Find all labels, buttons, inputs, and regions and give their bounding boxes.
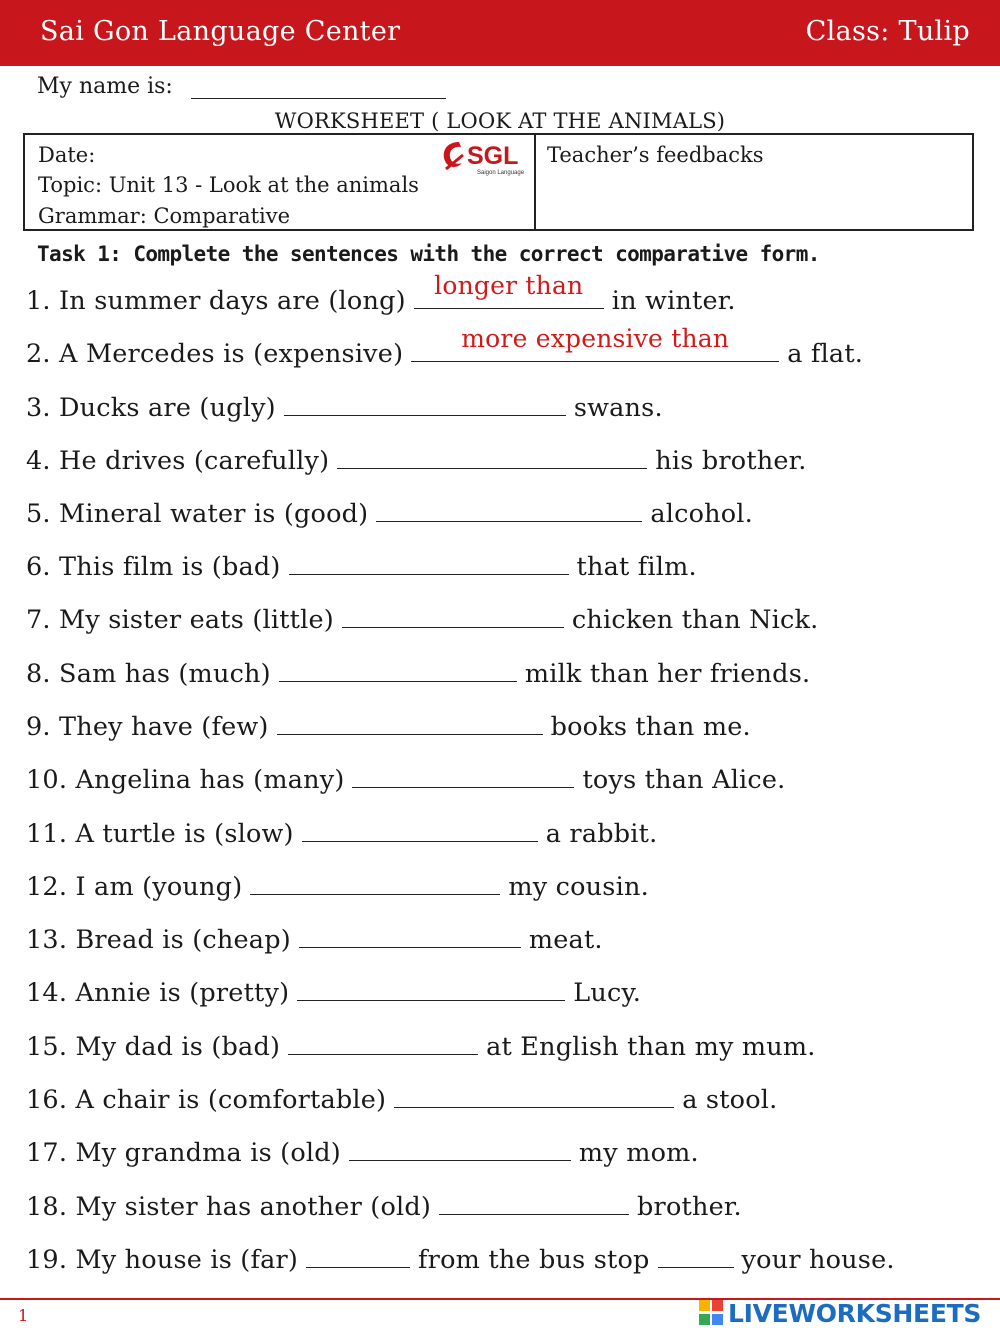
question-prompt: 8. Sam has (much) <box>26 659 271 689</box>
question-ending: brother. <box>637 1192 742 1222</box>
answer-blank[interactable] <box>439 1192 629 1215</box>
topic-label: Topic: Unit 13 - Look at the animals <box>38 173 419 197</box>
question-ending: a rabbit. <box>545 819 658 849</box>
question-row <box>26 552 697 582</box>
question-row <box>26 659 810 689</box>
answer-blank[interactable] <box>414 271 604 309</box>
question-row <box>26 819 657 849</box>
question-ending: Lucy. <box>573 978 641 1008</box>
question-ending: chicken than Nick. <box>571 605 819 635</box>
question-row <box>26 872 649 902</box>
page-number: 1 <box>18 1306 29 1325</box>
answer-blank[interactable] <box>288 1032 478 1055</box>
question-row <box>26 605 818 635</box>
question-middle-text: from the bus stop <box>418 1245 650 1275</box>
question-prompt: 7. My sister eats (little) <box>26 605 334 635</box>
sgl-logo <box>437 137 533 177</box>
question-prompt: 4. He drives (carefully) <box>26 446 330 476</box>
name-line <box>37 74 446 99</box>
question-row <box>26 1032 816 1062</box>
teacher-feedback-label: Teacher’s feedbacks <box>547 143 764 167</box>
question-row <box>26 1085 777 1115</box>
question-ending: swans. <box>573 393 663 423</box>
question-ending: meat. <box>528 925 603 955</box>
liveworksheets-brand <box>698 1297 981 1329</box>
question-prompt: 10. Angelina has (many) <box>26 765 345 795</box>
answer-blank-2[interactable] <box>658 1245 734 1268</box>
question-prompt: 13. Bread is (cheap) <box>26 925 291 955</box>
answer-blank[interactable] <box>277 712 543 735</box>
question-prompt: 11. A turtle is (slow) <box>26 819 294 849</box>
task-title: Task 1: Complete the sentences with the correct comparative form. <box>37 242 820 266</box>
answer-blank[interactable] <box>302 819 538 842</box>
question-prompt: 9. They have (few) <box>26 712 269 742</box>
question-ending: a flat. <box>787 339 864 369</box>
question-row <box>26 271 736 316</box>
question-row <box>26 978 641 1008</box>
name-label: My name is: <box>37 74 173 99</box>
question-prompt: 12. I am (young) <box>26 872 243 902</box>
question-prompt: 17. My grandma is (old) <box>26 1138 341 1168</box>
question-prompt: 19. My house is (far) <box>26 1245 299 1275</box>
question-prompt: 18. My sister has another (old) <box>26 1192 432 1222</box>
question-row <box>26 1192 742 1222</box>
answer-blank[interactable] <box>289 552 569 575</box>
question-ending: that film. <box>576 552 697 582</box>
answer-blank[interactable] <box>349 1138 571 1161</box>
question-ending: books than me. <box>550 712 751 742</box>
worksheet-title: WORKSHEET ( LOOK AT THE ANIMALS) <box>274 109 726 133</box>
question-ending: toys than Alice. <box>582 765 786 795</box>
question-ending: at English than my mum. <box>486 1032 816 1062</box>
brand-text: LIVEWORKSHEETS <box>728 1298 982 1328</box>
question-ending: a stool. <box>682 1085 778 1115</box>
question-ending: alcohol. <box>650 499 753 529</box>
answer-blank[interactable] <box>297 978 565 1001</box>
liveworksheets-logo-icon <box>698 1299 724 1327</box>
answer-blank[interactable] <box>342 605 564 628</box>
answer-blank[interactable] <box>250 872 500 895</box>
header-bar <box>0 0 1000 66</box>
date-label: Date: <box>38 143 96 167</box>
question-prompt: 5. Mineral water is (good) <box>26 499 369 529</box>
question-row <box>26 765 786 795</box>
question-row <box>26 1245 895 1275</box>
question-prompt: 6. This film is (bad) <box>26 552 281 582</box>
question-row <box>26 393 663 423</box>
answer-blank[interactable] <box>284 393 566 416</box>
question-row <box>26 499 753 529</box>
question-prompt: 14. Annie is (pretty) <box>26 978 290 1008</box>
answer-text: longer than <box>434 271 584 300</box>
answer-blank[interactable] <box>299 925 521 948</box>
answer-blank[interactable] <box>306 1245 410 1268</box>
question-ending: milk than her friends. <box>524 659 811 689</box>
sgl-logo-icon <box>437 137 533 177</box>
class-label: Class: Tulip <box>805 16 970 47</box>
answer-blank[interactable] <box>352 765 574 788</box>
question-ending: my cousin. <box>508 872 649 902</box>
question-ending: his brother. <box>655 446 807 476</box>
answer-blank[interactable] <box>337 446 647 469</box>
answer-blank[interactable] <box>411 324 779 362</box>
question-row <box>26 446 807 476</box>
name-blank[interactable] <box>191 76 446 99</box>
question-row <box>26 925 603 955</box>
question-prompt: 16. A chair is (comfortable) <box>26 1085 387 1115</box>
logo-subtext: Saigon Language <box>477 170 525 176</box>
question-prompt: 2. A Mercedes is (expensive) <box>26 339 404 369</box>
question-row <box>26 1138 699 1168</box>
question-prompt: 1. In summer days are (long) <box>26 286 406 316</box>
question-row <box>26 712 751 742</box>
question-prompt: 15. My dad is (bad) <box>26 1032 281 1062</box>
answer-blank[interactable] <box>279 659 517 682</box>
center-name: Sai Gon Language Center <box>40 16 401 47</box>
logo-text: SGL <box>467 142 519 170</box>
answer-text: more expensive than <box>461 324 730 353</box>
answer-blank[interactable] <box>394 1085 674 1108</box>
question-ending: in winter. <box>611 286 736 316</box>
question-prompt: 3. Ducks are (ugly) <box>26 393 276 423</box>
question-row <box>26 324 864 369</box>
answer-blank[interactable] <box>376 499 642 522</box>
question-ending: my mom. <box>578 1138 699 1168</box>
grammar-label: Grammar: Comparative <box>38 204 291 228</box>
question-ending: your house. <box>741 1245 895 1275</box>
